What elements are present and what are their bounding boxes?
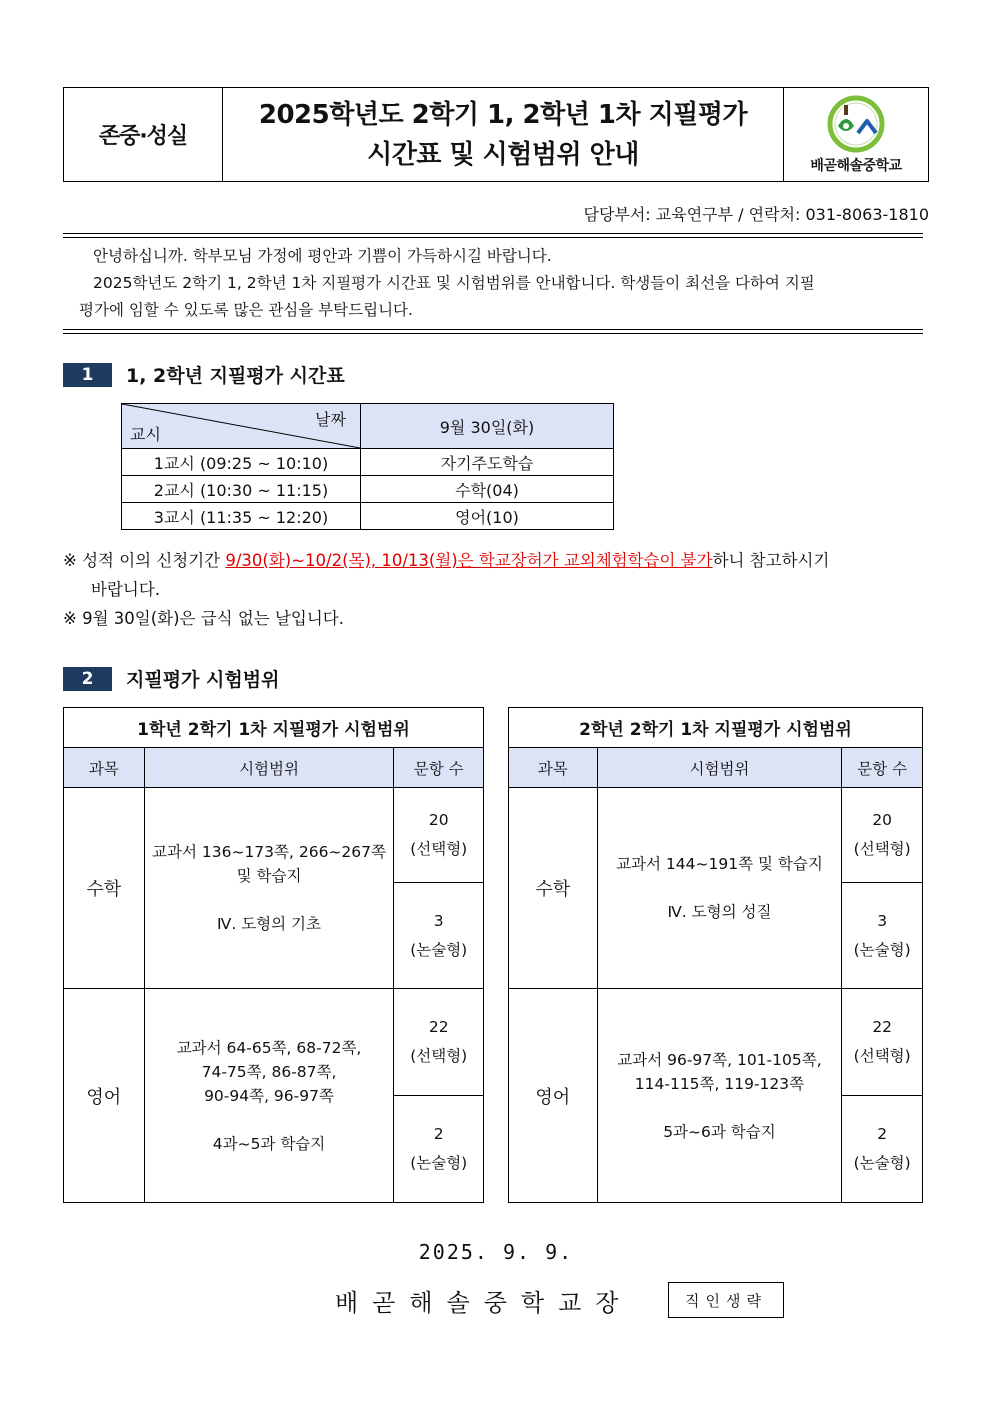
question-count: 3 xyxy=(877,911,888,930)
range-line: 5과~6과 학습지 xyxy=(663,1122,776,1141)
question-type: (선택형) xyxy=(410,840,468,858)
school-name: 배곧해솔중학교 xyxy=(810,157,902,174)
divider xyxy=(63,233,923,234)
subject-cell: 수학 xyxy=(509,788,598,989)
document-header xyxy=(63,87,929,182)
subject-cell: 수학(04) xyxy=(361,476,614,503)
divider xyxy=(63,333,923,334)
period-cell: 2교시 (10:30 ~ 11:15) xyxy=(122,476,361,503)
table-caption: 1학년 2학기 1차 지필평가 시험범위 xyxy=(64,708,484,748)
question-type: (선택형) xyxy=(853,1047,911,1065)
exam-timetable xyxy=(121,403,614,530)
table-row xyxy=(122,449,614,476)
greeting-line: 평가에 임할 수 있도록 많은 관심을 부탁드립니다. xyxy=(79,301,413,319)
range-line: 114-115쪽, 119-123쪽 xyxy=(634,1074,805,1093)
section-number-badge: 2 xyxy=(63,667,112,691)
subject-cell: 수학 xyxy=(64,788,145,989)
contact-info: 담당부서: 교육연구부 / 연락처: 031-8063-1810 xyxy=(583,205,929,224)
table-row xyxy=(122,503,614,530)
question-type: (논술형) xyxy=(410,1154,468,1172)
period-cell: 3교시 (11:35 ~ 12:20) xyxy=(122,503,361,530)
table-caption: 2학년 2학기 1차 지필평가 시험범위 xyxy=(509,708,923,748)
question-count: 2 xyxy=(433,1125,444,1143)
question-type: (선택형) xyxy=(853,840,911,858)
range-line: 교과서 64-65쪽, 68-72쪽, xyxy=(176,1038,362,1057)
note-1 xyxy=(63,546,923,575)
question-count: 2 xyxy=(877,1125,888,1143)
title-line-2: 시간표 및 시험범위 안내 xyxy=(367,139,639,170)
section-1-heading xyxy=(63,361,345,388)
range-line: 교과서 96-97쪽, 101-105쪽, xyxy=(617,1050,822,1069)
table-row xyxy=(122,476,614,503)
question-count: 22 xyxy=(872,1018,893,1036)
question-count: 20 xyxy=(428,811,449,829)
count-cell xyxy=(842,989,923,1096)
note-emphasis: 9/30(화)~10/2(목), 10/13(월)은 학교장허가 교외체험학습이 불가 xyxy=(225,551,713,570)
principal-signature: 배곧해솔중학교장 xyxy=(335,1289,633,1317)
date-axis-label: 날짜 xyxy=(315,410,346,429)
note-text: 성적 이의 신청기간 xyxy=(82,551,226,570)
section-number-badge: 1 xyxy=(63,363,112,387)
range-line: 교과서 136~173쪽, 266~267쪽 xyxy=(152,843,386,861)
range-cell xyxy=(144,989,394,1203)
column-header-count: 문항 수 xyxy=(842,748,923,788)
note-2 xyxy=(63,604,923,633)
school-logo xyxy=(784,88,928,181)
count-cell xyxy=(394,1096,484,1203)
count-cell xyxy=(394,788,484,883)
note-text: 하니 참고하시기 xyxy=(712,551,830,570)
note-1-continued: 바랍니다. xyxy=(91,580,161,599)
column-header-range: 시험범위 xyxy=(597,748,842,788)
notes-block xyxy=(63,546,923,633)
range-line: Ⅳ. 도형의 기초 xyxy=(217,915,321,933)
question-count: 22 xyxy=(428,1018,449,1036)
grade2-range-table xyxy=(508,707,923,1203)
period-cell: 1교시 (09:25 ~ 10:10) xyxy=(122,449,361,476)
issue-date: 2025. 9. 9. xyxy=(418,1240,574,1264)
section-2-heading xyxy=(63,665,279,692)
count-cell xyxy=(394,989,484,1096)
school-emblem-icon xyxy=(824,95,888,153)
note-mark-icon: ※ xyxy=(63,609,77,628)
range-line: 및 학습지 xyxy=(236,867,302,885)
divider xyxy=(63,237,923,238)
range-line: 4과~5과 학습지 xyxy=(212,1134,326,1153)
range-line: 74-75쪽, 86-87쪽, xyxy=(201,1062,337,1081)
greeting-line: 안녕하십니까. 학부모님 가정에 평안과 기쁨이 가득하시길 바랍니다. xyxy=(93,247,552,265)
subject-cell: 자기주도학습 xyxy=(361,449,614,476)
document-title xyxy=(223,88,784,181)
column-header-subject: 과목 xyxy=(509,748,598,788)
question-type: (선택형) xyxy=(410,1047,468,1065)
greeting-text xyxy=(79,243,917,324)
question-count: 20 xyxy=(872,811,893,829)
range-cell xyxy=(597,989,842,1203)
column-header-count: 문항 수 xyxy=(394,748,484,788)
greeting-line: 2025학년도 2학기 1, 2학년 1차 지필평가 시간표 및 시험범위를 안내합니다. 학생들이 최선을 다하여 지필 xyxy=(93,274,815,292)
range-cell xyxy=(144,788,394,989)
question-type: (논술형) xyxy=(853,1154,911,1172)
column-header-subject: 과목 xyxy=(64,748,145,788)
range-cell xyxy=(597,788,842,989)
range-line: Ⅳ. 도형의 성질 xyxy=(667,903,772,921)
range-line: 교과서 144~191쪽 및 학습지 xyxy=(616,855,823,873)
count-cell xyxy=(842,1096,923,1203)
divider xyxy=(63,329,923,330)
count-cell xyxy=(842,788,923,883)
subject-cell: 영어(10) xyxy=(361,503,614,530)
question-count: 3 xyxy=(433,911,444,930)
period-axis-label: 교시 xyxy=(130,425,161,444)
note-text: 9월 30일(화)은 급식 없는 날입니다. xyxy=(82,609,344,628)
subject-cell: 영어 xyxy=(64,989,145,1203)
grade1-range-table xyxy=(63,707,484,1203)
count-cell xyxy=(394,883,484,989)
note-mark-icon: ※ xyxy=(63,551,77,570)
column-header-range: 시험범위 xyxy=(144,748,394,788)
school-motto: 존중·성실 xyxy=(64,88,223,181)
question-type: (논술형) xyxy=(853,940,911,959)
section-title: 1, 2학년 지필평가 시간표 xyxy=(126,365,345,387)
diagonal-header-cell xyxy=(122,404,361,449)
count-cell xyxy=(842,883,923,989)
subject-cell: 영어 xyxy=(509,989,598,1203)
range-line: 90-94쪽, 96-97쪽 xyxy=(204,1086,334,1105)
question-type: (논술형) xyxy=(410,940,468,959)
exam-date-header: 9월 30일(화) xyxy=(361,404,614,449)
section-title: 지필평가 시험범위 xyxy=(126,669,280,691)
seal-omitted-box: 직인생략 xyxy=(668,1282,784,1318)
title-line-1: 2025학년도 2학기 1, 2학년 1차 지필평가 xyxy=(258,99,748,130)
